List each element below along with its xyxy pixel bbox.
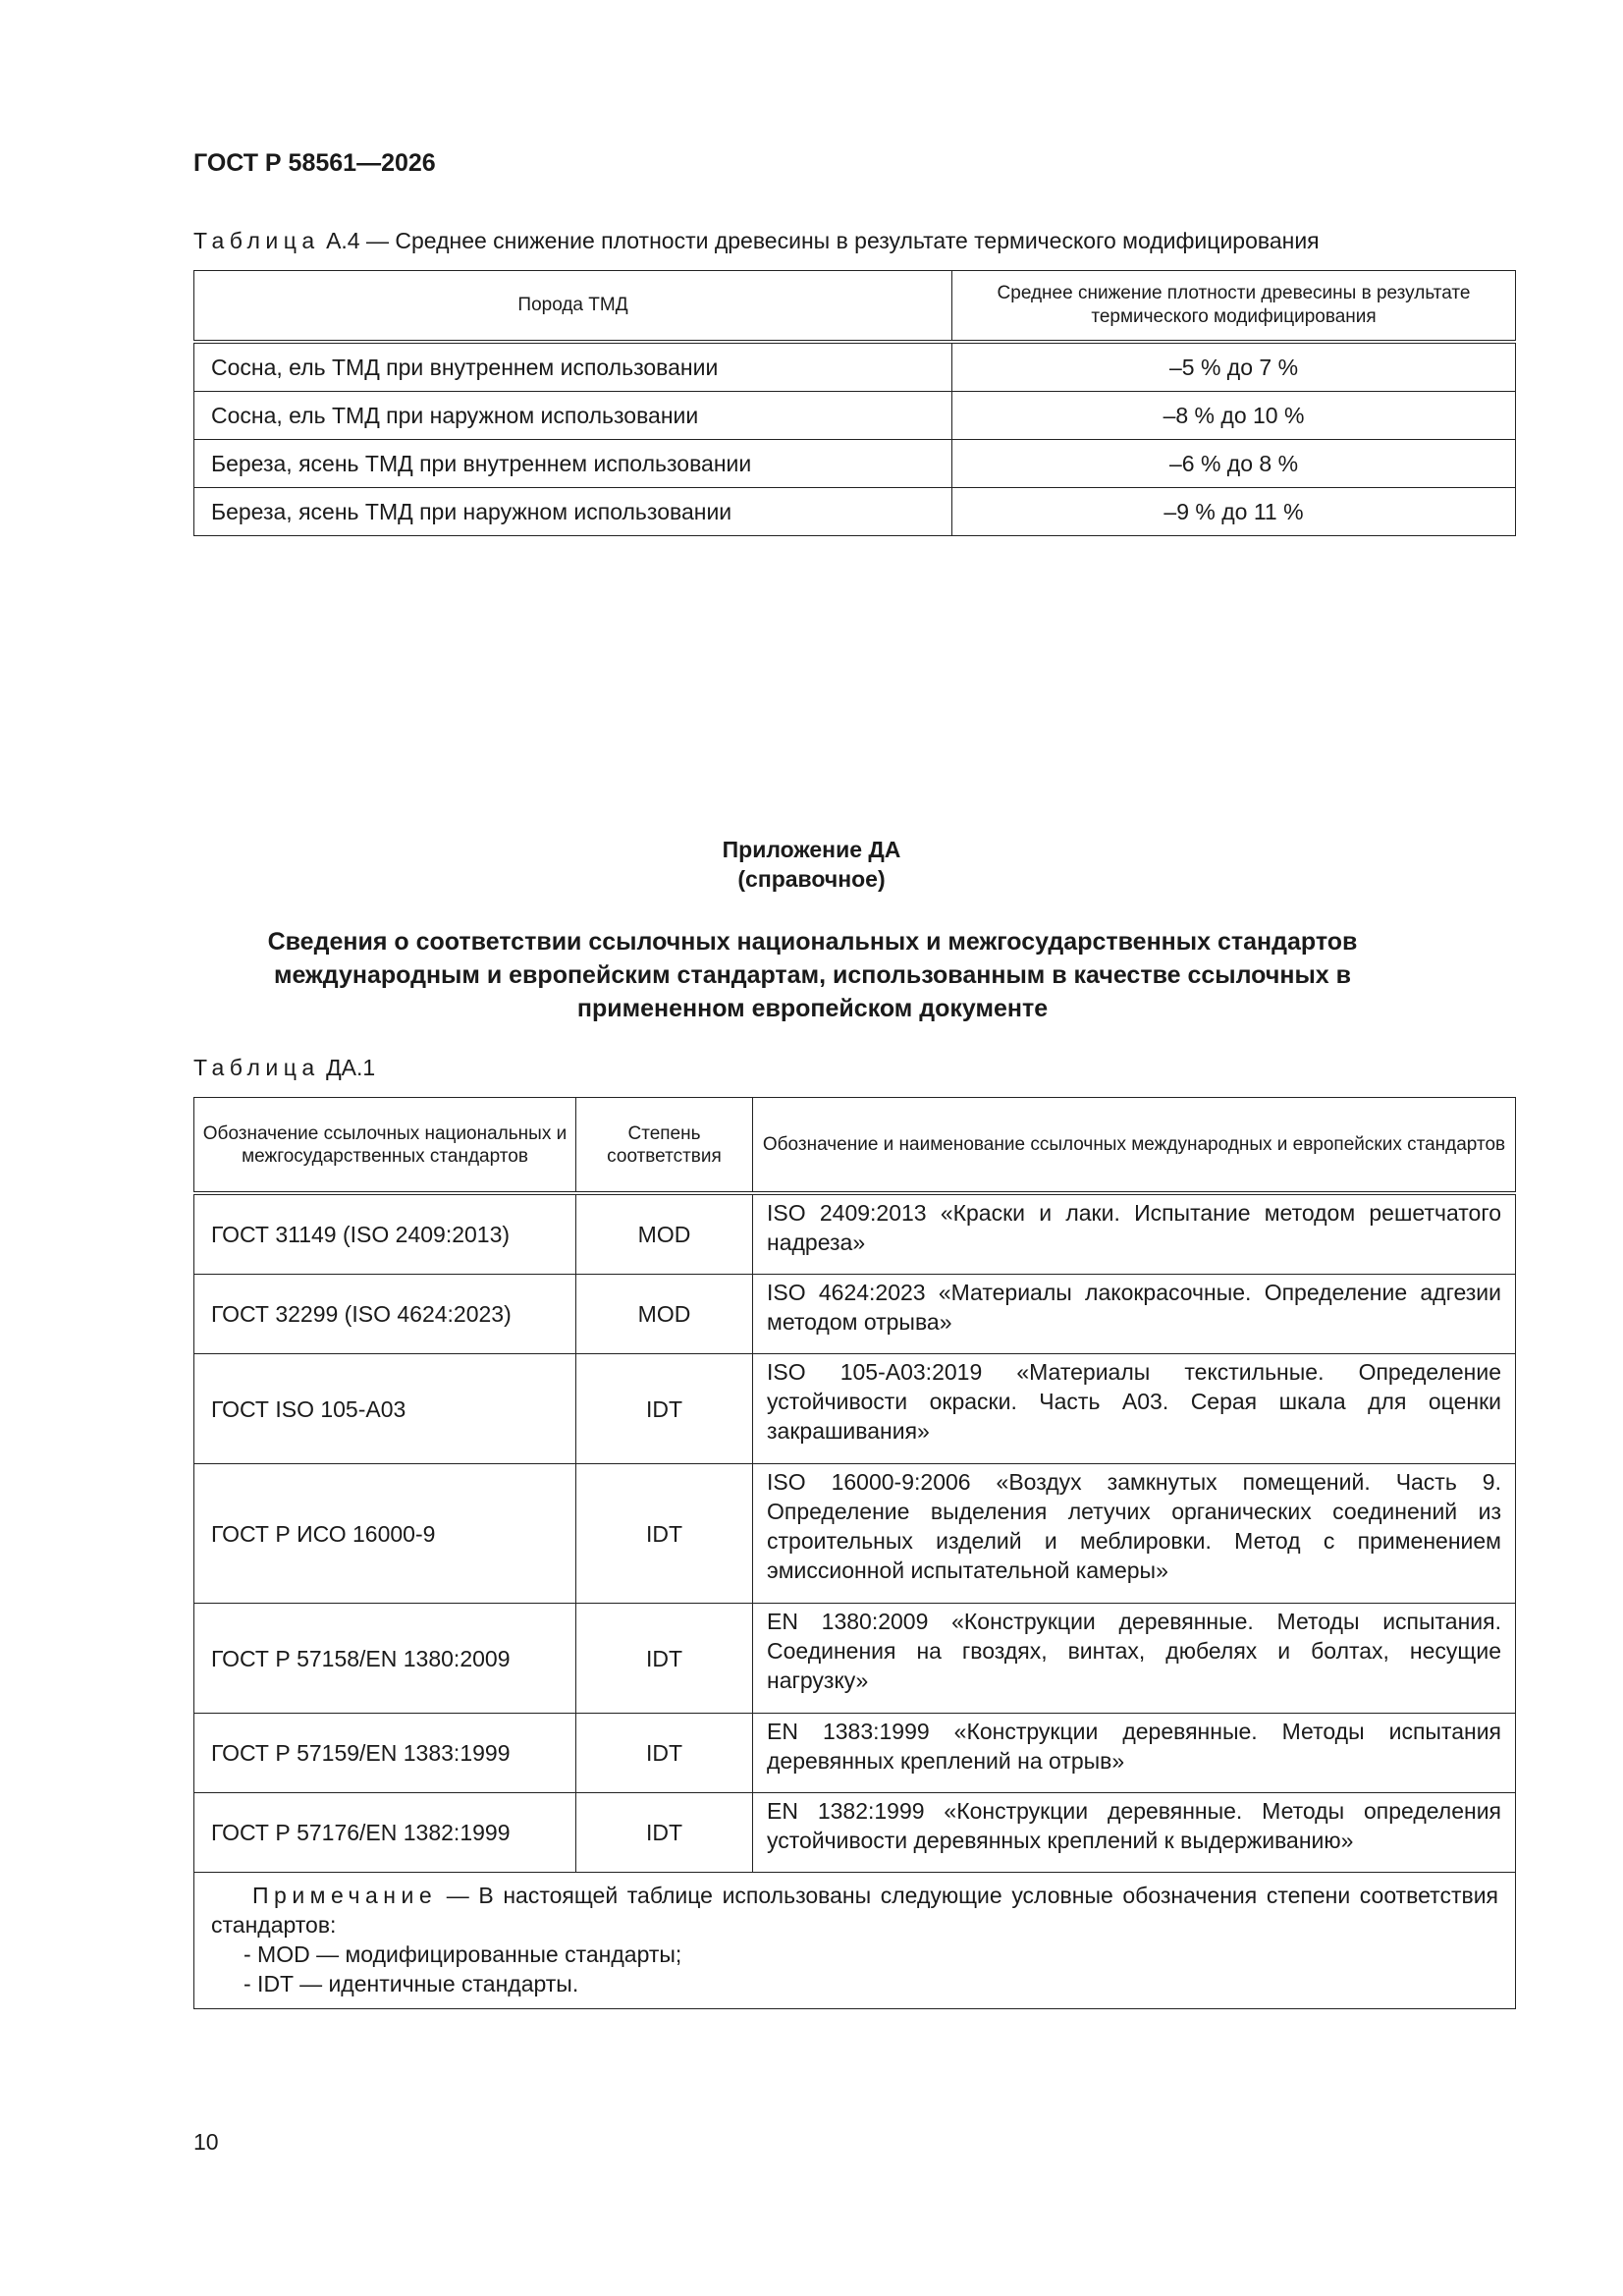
- cell-international-standard: ISO 16000-9:2006 «Воздух замкнутых помещений. Часть 9. Определение выделения летучих органических соединений из строительных изделий и меблировки. Метод с применением эмиссионной испытательной камеры»: [753, 1464, 1516, 1604]
- header-cell-density-reduction: Среднее снижение плотности древесины в результате термического модифицирования: [952, 271, 1516, 343]
- cell-degree: IDT: [576, 1354, 753, 1464]
- document-header: ГОСТ Р 58561—2026: [193, 149, 436, 177]
- cell-national-standard: ГОСТ 31149 (ISO 2409:2013): [194, 1193, 576, 1275]
- cell-density-reduction: –9 % до 11 %: [952, 488, 1516, 536]
- cell-international-standard: ISO 2409:2013 «Краски и лаки. Испытание методом решетчатого надреза»: [753, 1193, 1516, 1275]
- cell-national-standard: ГОСТ Р 57176/EN 1382:1999: [194, 1793, 576, 1873]
- cell-density-reduction: –8 % до 10 %: [952, 392, 1516, 440]
- cell-national-standard: ГОСТ Р ИСО 16000-9: [194, 1464, 576, 1604]
- standards-correspondence-table: [193, 1097, 1516, 2009]
- note-text: — В настоящей таблице использованы следующие условные обозначения степени соответствия стандартов:: [211, 1883, 1498, 1938]
- header-cell-national-standard: Обозначение ссылочных национальных и межгосударственных стандартов: [194, 1098, 576, 1194]
- annex-subtitle: (справочное): [737, 866, 886, 892]
- table-row: [194, 1193, 1516, 1275]
- cell-wood-species: Береза, ясень ТМД при наружном использовании: [194, 488, 952, 536]
- cell-degree: MOD: [576, 1193, 753, 1275]
- note-list-item: - IDT — идентичные стандарты.: [243, 1971, 579, 1996]
- table-row: [194, 1604, 1516, 1714]
- cell-international-standard: EN 1382:1999 «Конструкции деревянные. Методы определения устойчивости деревянных креплений к выдерживанию»: [753, 1793, 1516, 1873]
- table-note-row: [194, 1873, 1516, 2009]
- page-number: 10: [193, 2129, 219, 2155]
- table-header-row: [194, 1098, 1516, 1194]
- table-caption-text: А.4 — Среднее снижение плотности древесины в результате термического модифицирования: [326, 228, 1320, 253]
- table-row: [194, 342, 1516, 392]
- table-row: [194, 1714, 1516, 1793]
- annex-title: Приложение ДА: [722, 837, 901, 862]
- cell-international-standard: ISO 105-A03:2019 «Материалы текстильные. Определение устойчивости окраски. Часть A03. Серая шкала для оценки закрашивания»: [753, 1354, 1516, 1464]
- table-row: [194, 1354, 1516, 1464]
- cell-density-reduction: –6 % до 8 %: [952, 440, 1516, 488]
- cell-degree: MOD: [576, 1275, 753, 1354]
- cell-international-standard: EN 1383:1999 «Конструкции деревянные. Методы испытания деревянных креплений на отрыв»: [753, 1714, 1516, 1793]
- header-cell-degree: Степень соответствия: [576, 1098, 753, 1194]
- table-caption-label: Таблица: [193, 228, 320, 253]
- cell-wood-species: Сосна, ель ТМД при внутреннем использовании: [194, 342, 952, 392]
- cell-density-reduction: –5 % до 7 %: [952, 342, 1516, 392]
- cell-national-standard: ГОСТ Р 57158/EN 1380:2009: [194, 1604, 576, 1714]
- note-paragraph: [211, 1881, 1498, 1940]
- header-cell-international-standard: Обозначение и наименование ссылочных международных и европейских стандартов: [753, 1098, 1516, 1194]
- table-row: [194, 488, 1516, 536]
- cell-degree: IDT: [576, 1604, 753, 1714]
- cell-wood-species: Береза, ясень ТМД при внутреннем использовании: [194, 440, 952, 488]
- table-row: [194, 1275, 1516, 1354]
- table-a4-caption: [193, 228, 1320, 254]
- table-da1-caption: [193, 1055, 375, 1081]
- cell-degree: IDT: [576, 1464, 753, 1604]
- cell-degree: IDT: [576, 1714, 753, 1793]
- table-row: [194, 1464, 1516, 1604]
- note-label: Примечание: [252, 1883, 438, 1908]
- note-list-item: - MOD — модифицированные стандарты;: [243, 1941, 682, 1967]
- table-caption-text: ДА.1: [326, 1055, 376, 1080]
- cell-national-standard: ГОСТ Р 57159/EN 1383:1999: [194, 1714, 576, 1793]
- table-row: [194, 1793, 1516, 1873]
- table-caption-label: Таблица: [193, 1055, 320, 1080]
- table-row: [194, 440, 1516, 488]
- cell-national-standard: ГОСТ 32299 (ISO 4624:2023): [194, 1275, 576, 1354]
- annex-heading: Сведения о соответствии ссылочных национальных и межгосударственных стандартов международным и европейским стандартам, использованным в качестве ссылочных в примененном европейском документе: [267, 928, 1358, 1022]
- table-row: [194, 392, 1516, 440]
- cell-national-standard: ГОСТ ISO 105-A03: [194, 1354, 576, 1464]
- header-cell-wood-species: Порода ТМД: [194, 271, 952, 343]
- table-note: [194, 1873, 1516, 2009]
- cell-international-standard: EN 1380:2009 «Конструкции деревянные. Методы испытания. Соединения на гвоздях, винтах, дюбелях и болтах, несущие нагрузку»: [753, 1604, 1516, 1714]
- table-header-row: [194, 271, 1516, 343]
- annex-title-block: [0, 835, 1623, 894]
- cell-degree: IDT: [576, 1793, 753, 1873]
- cell-international-standard: ISO 4624:2023 «Материалы лакокрасочные. Определение адгезии методом отрыва»: [753, 1275, 1516, 1354]
- cell-wood-species: Сосна, ель ТМД при наружном использовании: [194, 392, 952, 440]
- density-reduction-table: [193, 270, 1516, 536]
